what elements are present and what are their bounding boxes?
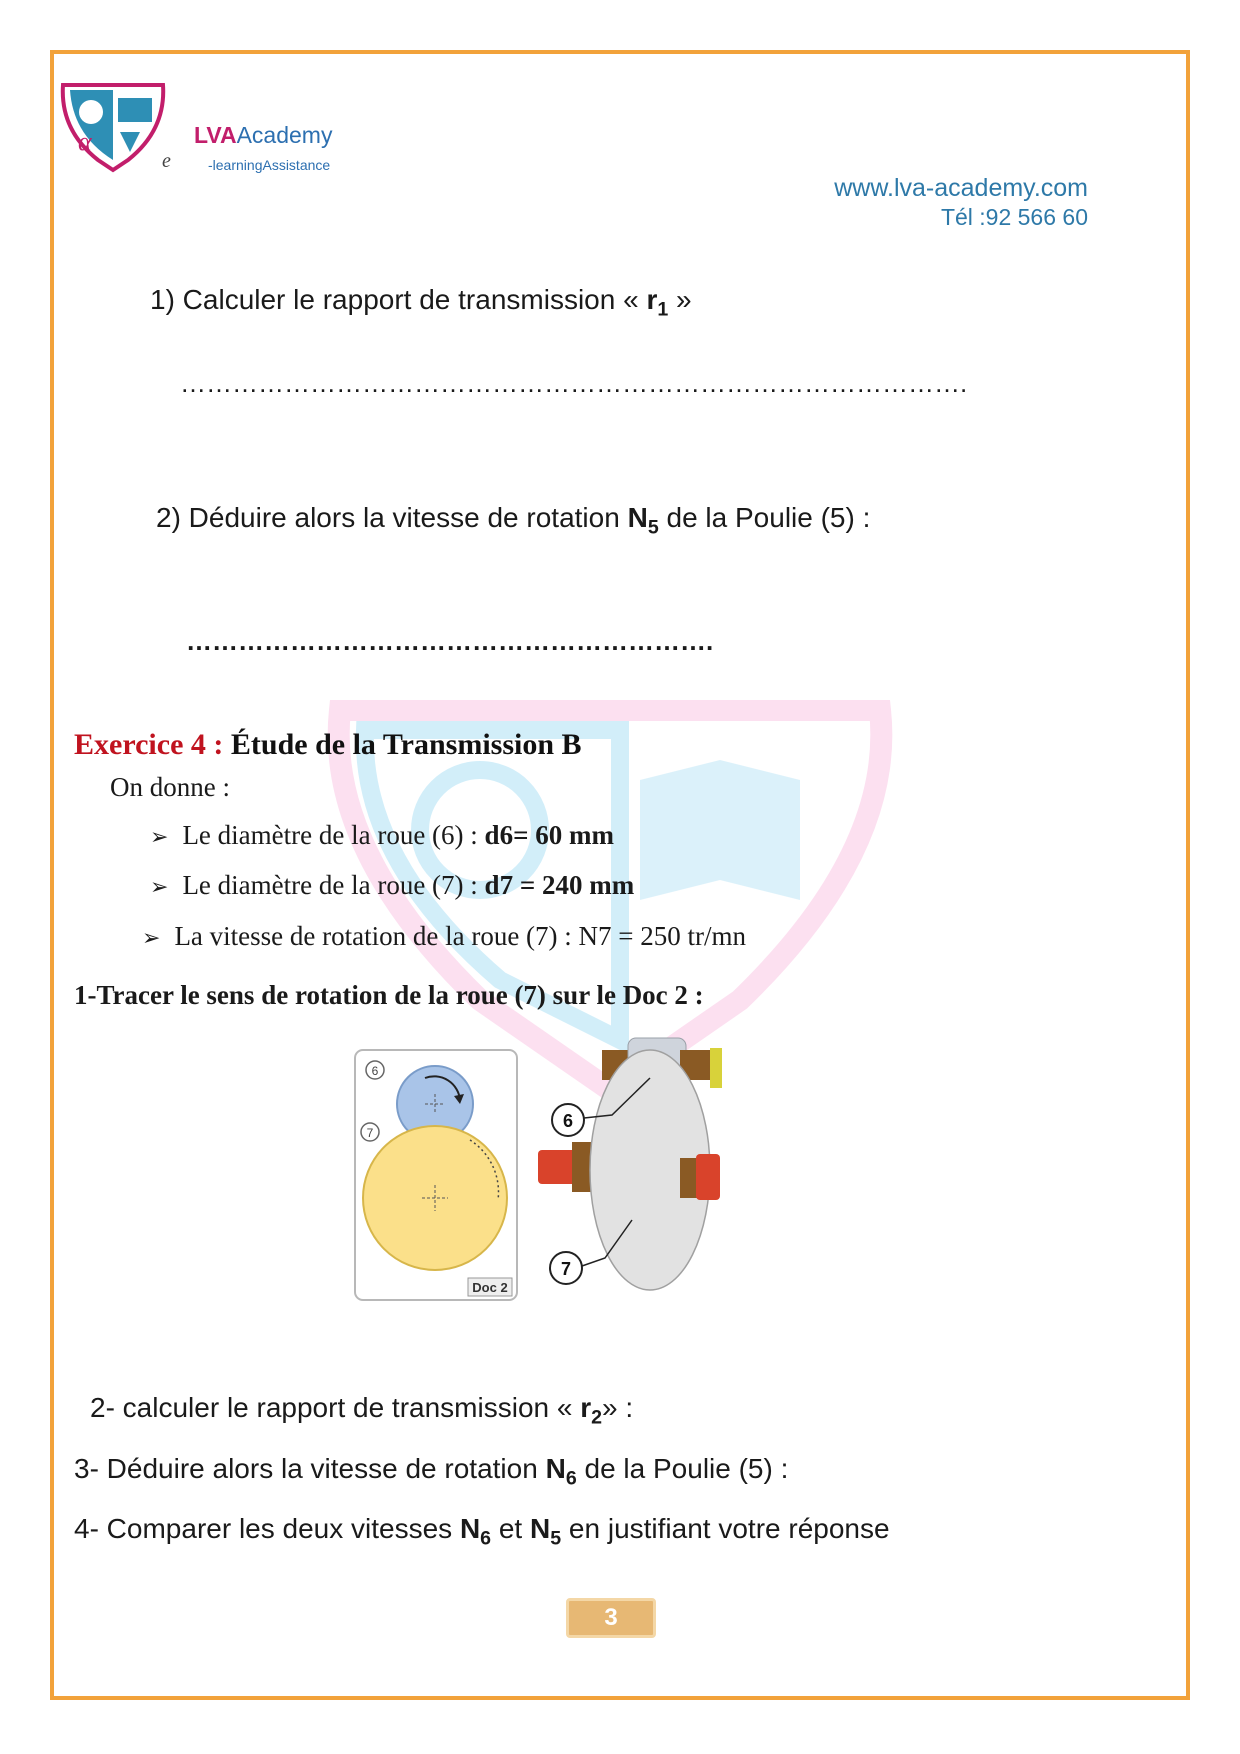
t3-sub: 6 — [565, 1467, 577, 1490]
doc-label-6: 6 — [371, 1064, 379, 1078]
q2-sub: 5 — [647, 516, 659, 539]
t4-sub1: 6 — [480, 1527, 492, 1550]
t3-text: 3- Déduire alors la vitesse de rotation — [74, 1453, 546, 1484]
t2-sub: 2 — [591, 1406, 603, 1429]
task-2 — [90, 1392, 633, 1430]
q1-sub: 1 — [657, 298, 669, 321]
item-2-value: d7 = 240 mm — [484, 870, 635, 900]
t4-mid: et — [491, 1513, 530, 1544]
t4-sub2: 5 — [550, 1527, 562, 1550]
t2-var: r — [580, 1392, 592, 1423]
exercise-title — [74, 728, 582, 762]
t3-var: N — [545, 1453, 566, 1484]
q1-text: 1) Calculer le rapport de transmission « — [150, 284, 647, 315]
t4-var2: N — [530, 1513, 551, 1544]
question-2 — [156, 502, 870, 540]
given-item-1 — [150, 820, 614, 851]
page-number: 3 — [566, 1598, 656, 1638]
part-label-6: 6 — [562, 1111, 574, 1131]
exercise-name: Étude de la Transmission B — [230, 728, 582, 761]
t4-end: en justifiant votre réponse — [561, 1513, 890, 1544]
question-1 — [150, 284, 692, 322]
t2-text: 2- calculer le rapport de transmission « — [90, 1392, 581, 1423]
t4-var1: N — [459, 1513, 481, 1544]
arrow-bullet-icon: ➢ — [142, 925, 161, 950]
brand-subtitle: -learningAssistance — [208, 157, 331, 173]
lva-logo-icon — [58, 80, 168, 174]
exercise-colon: : — [205, 728, 231, 761]
t4-text: 4- Comparer les deux vitesses — [74, 1513, 460, 1544]
arrow-bullet-icon: ➢ — [150, 874, 169, 899]
gear-figure — [350, 1030, 750, 1330]
given-item-2 — [150, 870, 634, 901]
arrow-bullet-icon: ➢ — [150, 824, 169, 849]
task-3 — [74, 1453, 788, 1491]
task-1-b: Doc 2 : — [622, 980, 704, 1010]
website-link[interactable]: www.lva-academy.com — [834, 174, 1088, 202]
q1-var: r — [646, 284, 658, 315]
item-1-value: d6= 60 mm — [484, 820, 614, 850]
svg-text:α: α — [78, 127, 92, 156]
q2-text: 2) Déduire alors la vitesse de rotation — [156, 502, 628, 533]
answer-line-2[interactable]: ……………………………………………………. — [186, 626, 714, 656]
task-1-a: 1-Tracer le sens de rotation de la roue (7) sur le — [74, 980, 623, 1010]
t2-end: » : — [602, 1392, 634, 1423]
doc-label-7: 7 — [366, 1126, 374, 1140]
answer-line-1[interactable]: ………………………………………………………………………………. — [180, 368, 968, 398]
item-3-text: La vitesse de rotation de la roue (7) : N7 = 250 tr/mn — [174, 921, 747, 951]
exercise-label: Exercice 4 — [74, 728, 206, 761]
brand-prefix: LVA — [194, 122, 237, 148]
item-1-text: Le diamètre de la roue (6) : — [182, 820, 485, 850]
part-label-7: 7 — [560, 1259, 572, 1279]
brand-academy: Academy — [236, 122, 333, 148]
given-label: On donne : — [110, 772, 230, 802]
q1-end: » — [668, 284, 692, 315]
q2-var: N — [627, 502, 648, 533]
task-4 — [74, 1513, 890, 1551]
task-1 — [74, 980, 704, 1011]
item-2-text: Le diamètre de la roue (7) : — [182, 870, 485, 900]
doc2-label: Doc 2 — [472, 1280, 508, 1295]
q2-end: de la Poulie (5) : — [658, 502, 871, 533]
t3-end: de la Poulie (5) : — [576, 1453, 789, 1484]
brand-name — [194, 122, 332, 149]
given-item-3 — [142, 921, 746, 952]
brand-e: e — [162, 150, 171, 172]
phone-number: Tél :92 566 60 — [940, 204, 1088, 230]
